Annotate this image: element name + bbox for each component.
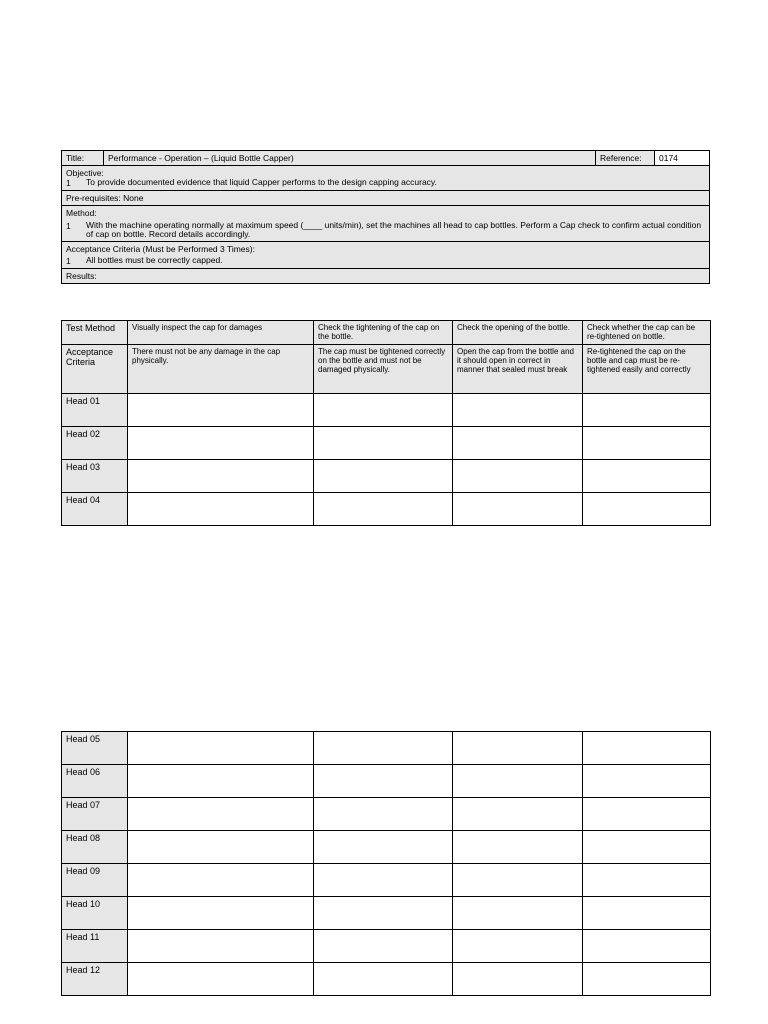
- result-entry-cell[interactable]: [583, 765, 711, 798]
- reference-value: 0174: [655, 151, 710, 166]
- method-text: With the machine operating normally at maximum speed (____ units/min), set the machines all head to cap bottles. Perform a Cap check to confirm actual condition of cap on bottle. Record details accordingly.: [86, 220, 702, 239]
- objective-row: [62, 166, 710, 191]
- result-entry-cell[interactable]: [128, 427, 314, 460]
- head-label: Head 10: [62, 897, 128, 930]
- result-entry-cell[interactable]: [314, 732, 453, 765]
- acceptance-text: All bottles must be correctly capped.: [86, 255, 223, 265]
- result-entry-cell[interactable]: [314, 930, 453, 963]
- test-method-cell: Check whether the cap can be re-tightened on bottle.: [583, 321, 711, 345]
- result-entry-cell[interactable]: [314, 394, 453, 427]
- test-method-cell: Check the opening of the bottle.: [453, 321, 583, 345]
- results-row: [62, 269, 710, 284]
- result-entry-cell[interactable]: [453, 732, 583, 765]
- result-entry-cell[interactable]: [453, 963, 583, 996]
- result-entry-cell[interactable]: [583, 864, 711, 897]
- result-entry-cell[interactable]: [128, 732, 314, 765]
- head-label: Head 04: [62, 493, 128, 526]
- result-entry-cell[interactable]: [583, 897, 711, 930]
- result-entry-cell[interactable]: [583, 930, 711, 963]
- head-label: Head 08: [62, 831, 128, 864]
- method-label: Method:: [66, 208, 97, 218]
- result-entry-cell[interactable]: [453, 831, 583, 864]
- test-method-cell: Visually inspect the cap for damages: [128, 321, 314, 345]
- head-label: Head 12: [62, 963, 128, 996]
- results-label: Results:: [62, 269, 710, 284]
- acceptance-row: [62, 242, 710, 269]
- head-label: Head 05: [62, 732, 128, 765]
- head-label: Head 07: [62, 798, 128, 831]
- acceptance-criteria-row: [62, 345, 711, 394]
- result-entry-cell[interactable]: [128, 394, 314, 427]
- result-entry-cell[interactable]: [453, 493, 583, 526]
- head-row: [62, 427, 711, 460]
- test-grid-table: [61, 320, 711, 526]
- method-item: [66, 221, 705, 239]
- head-label: Head 09: [62, 864, 128, 897]
- head-row: [62, 493, 711, 526]
- head-row: [62, 930, 711, 963]
- result-entry-cell[interactable]: [453, 864, 583, 897]
- objective-item: [66, 178, 705, 188]
- acceptance-criteria-cell: Re-tightened the cap on the bottle and cap must be re-tightened easily and correctly: [583, 345, 711, 394]
- acceptance-criteria-label: Acceptance Criteria: [62, 345, 128, 394]
- result-entry-cell[interactable]: [314, 765, 453, 798]
- head-row: [62, 394, 711, 427]
- result-entry-cell[interactable]: [453, 798, 583, 831]
- result-entry-cell[interactable]: [583, 963, 711, 996]
- result-entry-cell[interactable]: [583, 798, 711, 831]
- result-entry-cell[interactable]: [128, 963, 314, 996]
- acceptance-section: [62, 242, 710, 269]
- item-number: 1: [66, 256, 71, 266]
- acceptance-criteria-cell: The cap must be tightened correctly on the bottle and must not be damaged physically.: [314, 345, 453, 394]
- result-entry-cell[interactable]: [128, 831, 314, 864]
- prerequisites-row: [62, 191, 710, 206]
- protocol-header-table: [61, 150, 710, 284]
- result-entry-cell[interactable]: [453, 394, 583, 427]
- title-value: Performance - Operation – (Liquid Bottle Capper): [104, 151, 596, 166]
- result-entry-cell[interactable]: [583, 460, 711, 493]
- title-row: [62, 151, 710, 166]
- reference-label: Reference:: [596, 151, 655, 166]
- head-label: Head 01: [62, 394, 128, 427]
- acceptance-criteria-cell: Open the cap from the bottle and it should open in correct in manner that sealed must break: [453, 345, 583, 394]
- head-row: [62, 732, 711, 765]
- result-entry-cell[interactable]: [314, 460, 453, 493]
- head-row: [62, 798, 711, 831]
- test-method-cell: Check the tightening of the cap on the bottle.: [314, 321, 453, 345]
- method-row: [62, 206, 710, 242]
- method-section: [62, 206, 710, 242]
- result-entry-cell[interactable]: [128, 493, 314, 526]
- result-entry-cell[interactable]: [128, 765, 314, 798]
- head-row: [62, 864, 711, 897]
- result-entry-cell[interactable]: [128, 897, 314, 930]
- result-entry-cell[interactable]: [314, 864, 453, 897]
- acceptance-label: Acceptance Criteria (Must be Performed 3 Times):: [66, 244, 255, 254]
- result-entry-cell[interactable]: [583, 732, 711, 765]
- result-entry-cell[interactable]: [583, 427, 711, 460]
- head-label: Head 02: [62, 427, 128, 460]
- head-row: [62, 963, 711, 996]
- result-entry-cell[interactable]: [128, 460, 314, 493]
- result-entry-cell[interactable]: [314, 798, 453, 831]
- result-entry-cell[interactable]: [453, 427, 583, 460]
- objective-section: [62, 166, 710, 191]
- head-label: Head 03: [62, 460, 128, 493]
- result-entry-cell[interactable]: [583, 493, 711, 526]
- result-entry-cell[interactable]: [453, 930, 583, 963]
- acceptance-criteria-cell: There must not be any damage in the cap physically.: [128, 345, 314, 394]
- head-row: [62, 831, 711, 864]
- prerequisites-text: Pre-requisites: None: [62, 191, 710, 206]
- acceptance-item: [66, 256, 705, 266]
- head-label: Head 11: [62, 930, 128, 963]
- head-row: [62, 897, 711, 930]
- test-method-label: Test Method: [62, 321, 128, 345]
- result-entry-cell[interactable]: [314, 963, 453, 996]
- result-entry-cell[interactable]: [314, 831, 453, 864]
- head-row: [62, 765, 711, 798]
- result-entry-cell[interactable]: [128, 930, 314, 963]
- result-entry-cell[interactable]: [583, 831, 711, 864]
- test-method-row: [62, 321, 711, 345]
- result-entry-cell[interactable]: [453, 460, 583, 493]
- result-entry-cell[interactable]: [314, 897, 453, 930]
- head-label: Head 06: [62, 765, 128, 798]
- objective-label: Objective:: [66, 168, 104, 178]
- result-entry-cell[interactable]: [583, 394, 711, 427]
- objective-text: To provide documented evidence that liquid Capper performs to the design capping accuracy.: [86, 177, 437, 187]
- result-entry-cell[interactable]: [453, 765, 583, 798]
- title-label: Title:: [62, 151, 104, 166]
- result-entry-cell[interactable]: [314, 427, 453, 460]
- item-number: 1: [66, 221, 71, 231]
- item-number: 1: [66, 178, 71, 188]
- result-entry-cell[interactable]: [128, 864, 314, 897]
- head-row: [62, 460, 711, 493]
- test-grid-table-continued: [61, 731, 711, 996]
- result-entry-cell[interactable]: [453, 897, 583, 930]
- result-entry-cell[interactable]: [314, 493, 453, 526]
- result-entry-cell[interactable]: [128, 798, 314, 831]
